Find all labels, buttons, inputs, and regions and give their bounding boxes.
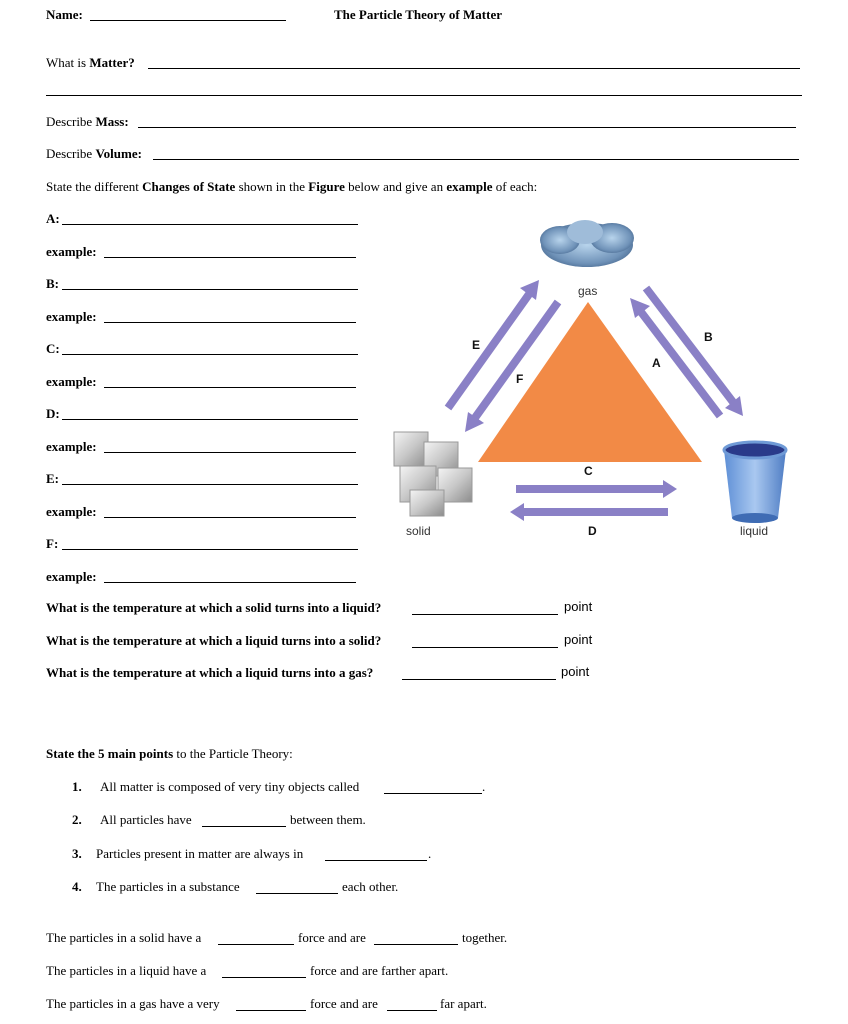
theory-point-1-line[interactable] — [384, 793, 482, 794]
changes-instruction: State the different Changes of State shown in the Figure below and give an example of each: — [46, 179, 538, 194]
theory-point-3-end: . — [428, 846, 432, 861]
solid-particles-text-c: together. — [462, 930, 508, 945]
gas-apart-line[interactable] — [387, 1010, 437, 1011]
melting-question: What is the temperature at which a solid turns into a liquid? — [46, 600, 382, 615]
solid-together-line[interactable] — [374, 944, 458, 945]
arrow-c-label: C — [584, 464, 593, 478]
change-b-line[interactable] — [62, 289, 358, 290]
melting-answer-line[interactable] — [412, 614, 558, 615]
phase-triangle — [478, 302, 702, 462]
theory-point-4: 4. The particles in a substance — [72, 879, 240, 894]
solid-ice-cubes-icon — [394, 432, 472, 516]
example-b-line[interactable] — [104, 322, 356, 323]
matter-answer-line-1[interactable] — [148, 68, 800, 69]
freezing-question: What is the temperature at which a liquid turns into a solid? — [46, 633, 382, 648]
change-f-line[interactable] — [62, 549, 358, 550]
arrow-d-label: D — [588, 524, 597, 538]
freezing-answer-line[interactable] — [412, 647, 558, 648]
change-label-e: E: — [46, 471, 59, 486]
theory-point-2: 2. All particles have — [72, 812, 192, 827]
boiling-answer-line[interactable] — [402, 679, 556, 680]
arrow-d-icon — [510, 503, 668, 521]
name-label: Name: — [46, 7, 83, 22]
example-c-line[interactable] — [104, 387, 356, 388]
example-label-d: example: — [46, 439, 97, 454]
freezing-unit: point — [564, 632, 593, 647]
arrow-f-label: F — [516, 372, 524, 386]
liquid-label: liquid — [740, 524, 769, 538]
example-label-c: example: — [46, 374, 97, 389]
volume-question: Describe Volume: — [46, 146, 142, 161]
gas-cloud-icon — [540, 220, 634, 267]
example-label-e: example: — [46, 504, 97, 519]
melting-unit: point — [564, 599, 593, 614]
theory-point-4-end: each other. — [342, 879, 399, 894]
theory-point-1-end: . — [482, 779, 486, 794]
example-f-line[interactable] — [104, 582, 356, 583]
example-a-line[interactable] — [104, 257, 356, 258]
example-d-line[interactable] — [104, 452, 356, 453]
example-e-line[interactable] — [104, 517, 356, 518]
name-field[interactable] — [90, 20, 286, 21]
page-title: The Particle Theory of Matter — [334, 7, 502, 22]
gas-particles-text-b: force and are — [310, 996, 378, 1011]
theory-heading: State the 5 main points to the Particle Theory: — [46, 746, 293, 761]
arrow-c-icon — [516, 480, 677, 498]
mass-question: Describe Mass: — [46, 114, 129, 129]
change-c-line[interactable] — [62, 354, 358, 355]
theory-point-3-line[interactable] — [325, 860, 427, 861]
change-label-a: A: — [46, 211, 60, 226]
arrow-e-label: E — [472, 338, 481, 352]
change-a-line[interactable] — [62, 224, 358, 225]
theory-point-1: 1. All matter is composed of very tiny objects called — [72, 779, 360, 794]
solid-label: solid — [406, 524, 431, 538]
boiling-unit: point — [561, 664, 590, 679]
solid-particles-text-a: The particles in a solid have a — [46, 930, 202, 945]
matter-question: What is Matter? — [46, 55, 135, 70]
gas-particles-text-a: The particles in a gas have a very — [46, 996, 220, 1011]
liquid-particles-text-a: The particles in a liquid have a — [46, 963, 207, 978]
change-label-b: B: — [46, 276, 59, 291]
liquid-force-line[interactable] — [222, 977, 306, 978]
change-d-line[interactable] — [62, 419, 358, 420]
arrow-b-icon — [646, 288, 743, 416]
arrow-b-label: B — [704, 330, 713, 344]
figure-graphics — [380, 210, 800, 550]
solid-force-line[interactable] — [218, 944, 294, 945]
theory-point-2-line[interactable] — [202, 826, 286, 827]
theory-point-2-end: between them. — [290, 812, 366, 827]
changes-of-state-figure — [380, 210, 800, 550]
example-label-b: example: — [46, 309, 97, 324]
change-label-d: D: — [46, 406, 60, 421]
change-e-line[interactable] — [62, 484, 358, 485]
boiling-question: What is the temperature at which a liquid turns into a gas? — [46, 665, 374, 680]
arrow-a-label: A — [652, 356, 661, 370]
gas-label: gas — [578, 284, 598, 298]
example-label-a: example: — [46, 244, 97, 259]
volume-answer-line[interactable] — [153, 159, 799, 160]
change-label-f: F: — [46, 536, 59, 551]
matter-answer-line-2[interactable] — [46, 95, 802, 96]
liquid-particles-text-b: force and are farther apart. — [310, 963, 449, 978]
change-label-c: C: — [46, 341, 60, 356]
theory-point-3: 3. Particles present in matter are always in — [72, 846, 304, 861]
gas-particles-text-c: far apart. — [440, 996, 487, 1011]
solid-particles-text-b: force and are — [298, 930, 366, 945]
theory-point-4-line[interactable] — [256, 893, 338, 894]
gas-force-line[interactable] — [236, 1010, 306, 1011]
liquid-cup-icon — [724, 442, 786, 523]
example-label-f: example: — [46, 569, 97, 584]
mass-answer-line[interactable] — [138, 127, 796, 128]
